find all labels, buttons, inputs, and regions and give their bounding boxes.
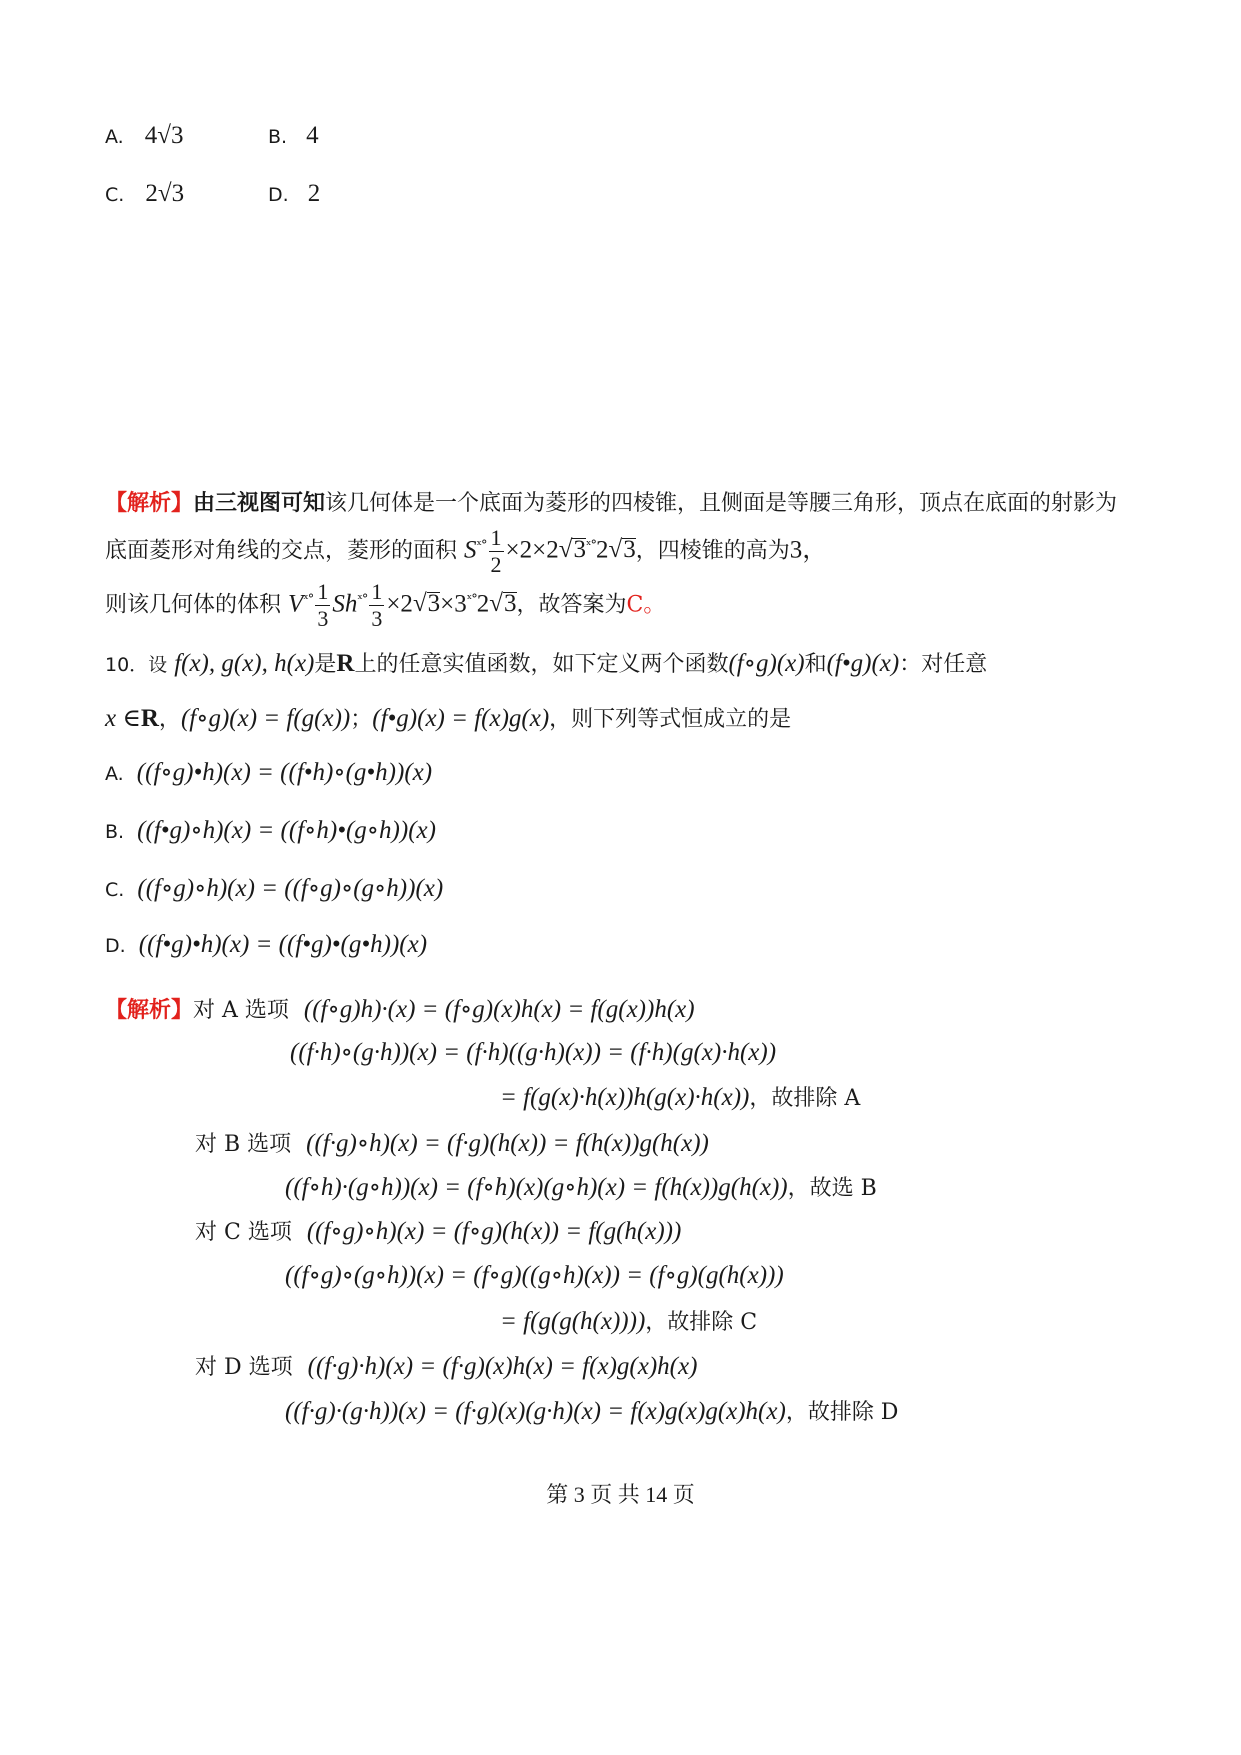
q9-option-d (268, 180, 320, 208)
q9-option-c (105, 180, 184, 208)
math-line: ((f∘g)∘h)(x) = (f∘g)(h(x)) = f(g(h(x))) (306, 1218, 682, 1245)
conclusion: ，故选 B (787, 1176, 877, 1201)
solution10-b-line1 (195, 1127, 709, 1158)
option-expr: ((f∘g)•h)(x) = ((f•h)∘(g•h))(x) (136, 759, 433, 786)
solution-text: 底面菱形对角线的交点，菱形的面积 (105, 538, 458, 564)
math-line: ((f·g)∘h)(x) = (f·g)(h(x)) = f(h(x))g(h(x)) (306, 1130, 709, 1157)
solution-tag: 【解析】 (105, 490, 194, 516)
option-letter: B. (268, 126, 288, 148)
q9-option-a (105, 122, 184, 150)
solution10-c-line2 (285, 1260, 784, 1290)
funcs: f(x), g(x), h(x) (174, 650, 315, 677)
math-line: = f(g(g(h(x)))) (500, 1308, 646, 1335)
math-line: = f(g(x)·h(x))h(g(x)·h(x)) (500, 1084, 750, 1111)
case-label: 对 A 选项 (193, 998, 289, 1023)
page-footer (0, 1478, 1241, 1509)
solution10-a-line2 (290, 1037, 776, 1067)
case-label: 对 C 选项 (195, 1220, 292, 1245)
option-letter: A. (105, 763, 124, 785)
height-value: 3， (789, 536, 828, 564)
option-value: 2 (307, 180, 321, 207)
solution9-line2: 底面菱形对角线的交点，菱形的面积 $S^{ˣ^\circ}$ $\frac{1}{2}$ $\times 2\times 2√3^{ˣ^\circ}2√3$，四棱锥的高为3， (105, 524, 828, 577)
math-line: ((f·g)·h)(x) = (f·g)(x)h(x) = f(x)g(x)h(x) (307, 1353, 698, 1380)
solution10-c-line1 (195, 1215, 681, 1246)
page-number: 第 3 页 共 14 页 (546, 1482, 695, 1507)
case-label: 对 D 选项 (195, 1355, 293, 1380)
option-letter: B. (105, 821, 125, 843)
option-value: 4√3 (144, 122, 184, 149)
text: ，则下列等式恒成立的是 (549, 707, 792, 732)
option-expr: ((f•g)•h)(x) = ((f•g)•(g•h))(x) (138, 931, 428, 958)
solution10-a-line3 (500, 1081, 860, 1112)
text: 和 (804, 652, 827, 677)
solution-text: 则该几何体的体积 (105, 592, 282, 618)
text: 是 (314, 652, 337, 677)
q10-option-c (105, 873, 443, 903)
solution-text: 该几何体是一个底面为菱形的四棱锥，且侧面是等腰三角形，顶点在底面的射影为 (325, 491, 1118, 516)
solution-tag: 【解析】 (105, 997, 194, 1023)
q9-option-b (268, 122, 319, 150)
reals-symbol: R (336, 650, 355, 677)
math-line: ((f∘h)·(g∘h))(x) = (f∘h)(x)(g∘h)(x) = f(h(x))g(h(x)) (285, 1174, 788, 1201)
solution9-line1 (105, 486, 1117, 517)
q10-line2: x ∈R，(f∘g)(x) = f(g(x))；(f•g)(x) = f(x)g(x)，则下列等式恒成立的是 (105, 705, 792, 732)
option-expr: ((f•g)∘h)(x) = ((f∘h)•(g∘h))(x) (137, 817, 436, 844)
q10-line1 (105, 647, 987, 678)
solution10-a-line1 (105, 993, 695, 1024)
solution10-c-line3 (500, 1305, 757, 1336)
option-letter: C. (105, 879, 125, 901)
q10-option-a (105, 757, 432, 787)
math-line: ((f·h)∘(g·h))(x) = (f·h)((g·h)(x)) = (f·h)(g(x)·h(x)) (290, 1039, 777, 1066)
compose-def: (f∘g)(x) = f(g(x)) (180, 705, 351, 732)
conclusion: ，故排除 D (785, 1400, 899, 1425)
text: 上的任意实值函数，如下定义两个函数 (354, 652, 729, 677)
option-value: 2√3 (145, 180, 185, 207)
conclusion: ，故排除 C (645, 1310, 758, 1335)
case-label: 对 B 选项 (195, 1132, 292, 1157)
option-letter: C. (105, 184, 125, 206)
q10-option-d (105, 931, 427, 959)
option-expr: ((f∘g)∘h)(x) = ((f∘g)∘(g∘h))(x) (137, 875, 444, 902)
solution-text: ，四棱锥的高为 (635, 538, 790, 564)
solution9-line3: 则该几何体的体积 $V^{ˣ^\circ}$ $\frac{1}{3}$ $Sh^{ˣ^\circ}$ $\frac{1}{3}$ $\times 2√3\times 3^{ˣ^\circ}2√3$，故答案为C。 (105, 578, 666, 631)
solution-lead: 由三视图可知 (193, 490, 326, 516)
math-line: ((f∘g)h)·(x) = (f∘g)(x)h(x) = f(g(x))h(x) (303, 996, 695, 1023)
answer: C。 (626, 592, 666, 618)
product-def: (f•g)(x) = f(x)g(x) (372, 705, 550, 732)
def-compose: (f∘g)(x) (728, 650, 805, 677)
solution10-b-line2 (285, 1171, 877, 1202)
def-product: (f•g)(x) (826, 650, 900, 677)
question-number: 10．设 (105, 654, 168, 676)
domain-expr: x ∈ (105, 705, 141, 732)
option-value: 4 (306, 122, 319, 149)
solution10-d-line2 (285, 1395, 898, 1426)
option-letter: A. (105, 126, 124, 148)
q10-option-b (105, 815, 436, 845)
conclusion: ，故排除 A (749, 1086, 861, 1111)
option-letter: D. (268, 184, 289, 206)
solution10-d-line1 (195, 1350, 697, 1381)
solution-text: ，故答案为 (516, 592, 627, 618)
text: ：对任意 (899, 652, 988, 677)
math-line: ((f·g)·(g·h))(x) = (f·g)(x)(g·h)(x) = f(x)g(x)g(x)h(x) (285, 1398, 786, 1425)
math-line: ((f∘g)∘(g∘h))(x) = (f∘g)((g∘h)(x)) = (f∘g)(g(h(x))) (285, 1262, 784, 1289)
option-letter: D. (105, 935, 126, 957)
